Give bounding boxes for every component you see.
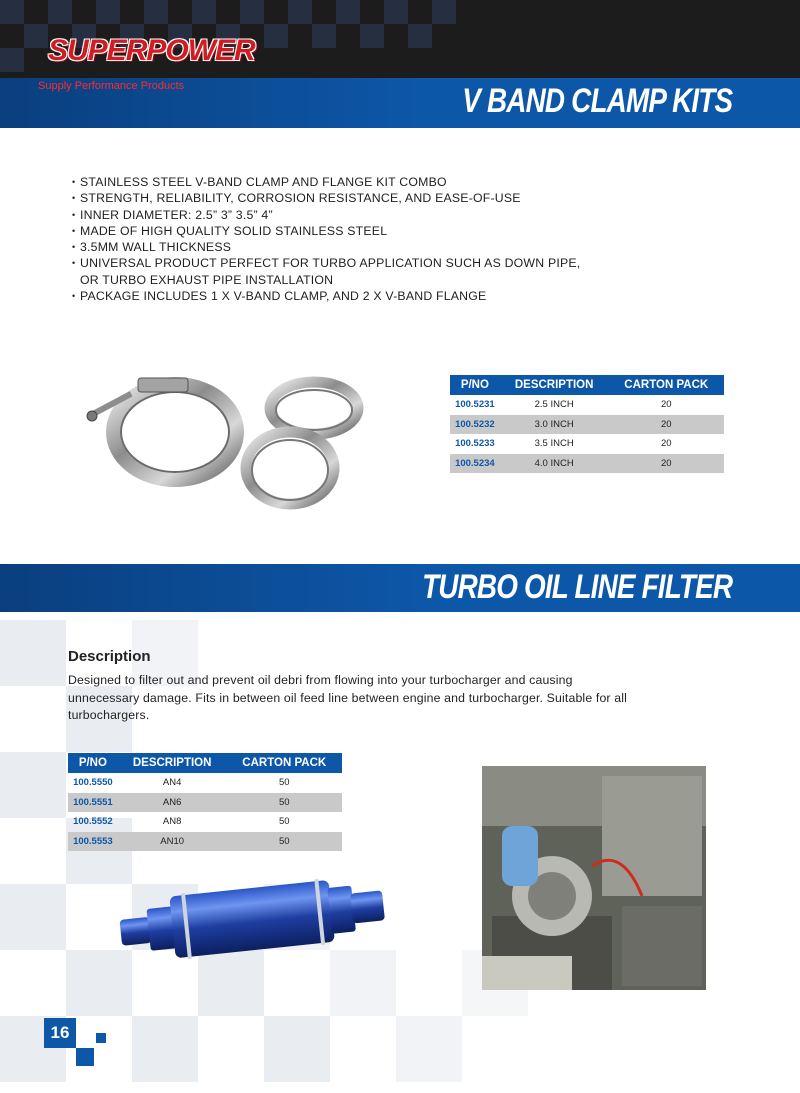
part-number: 100.5233: [455, 438, 495, 450]
filter-parts-table: [68, 753, 342, 851]
column-header: CARTON PACK: [227, 753, 342, 773]
feature-item: • MADE OF HIGH QUALITY SOLID STAINLESS STEEL: [72, 223, 692, 239]
part-number: 100.5551: [68, 793, 118, 813]
table-row: [450, 454, 724, 474]
brand-logo: [48, 34, 255, 78]
part-description: 3.5 INCH: [534, 438, 574, 450]
part-number: 100.5550: [73, 777, 113, 789]
part-number: 100.5552: [73, 816, 113, 828]
part-description: AN8: [162, 816, 182, 828]
feature-item-text: UNIVERSAL PRODUCT PERFECT FOR TURBO APPLICATION SUCH AS DOWN PIPE,: [80, 256, 581, 271]
checker-decoration: [0, 620, 66, 686]
feature-item: • 3.5MM WALL THICKNESS: [72, 239, 692, 255]
vband-clamp-image: [80, 360, 370, 510]
logo-text: SUPERPOWER: [48, 34, 255, 67]
feature-item: • PACKAGE INCLUDES 1 X V-BAND CLAMP, AND 2 X V-BAND FLANGE: [72, 288, 692, 304]
table-row: [68, 832, 342, 852]
carton-pack: 20: [660, 438, 672, 450]
checker-decoration: [0, 884, 66, 950]
page-number-decoration: [96, 1033, 106, 1043]
column-header: DESCRIPTION: [118, 753, 227, 773]
table-row: [68, 773, 342, 793]
carton-pack: 50: [278, 816, 290, 828]
section2-title: TURBO OIL LINE FILTER: [421, 568, 732, 606]
part-description: AN10: [118, 832, 227, 852]
part-description: AN6: [118, 793, 227, 813]
part-number: 100.5234: [450, 454, 500, 474]
table-row: [68, 812, 342, 832]
checker-decoration: [132, 1016, 198, 1082]
feature-item-continuation: OR TURBO EXHAUST PIPE INSTALLATION: [80, 272, 334, 287]
checker-decoration: [264, 1016, 330, 1082]
feature-list: [72, 174, 692, 304]
section1-title: V BAND CLAMP KITS: [461, 82, 732, 120]
table-row: [450, 415, 724, 435]
carton-pack: 50: [227, 793, 342, 813]
description-heading: Description: [68, 648, 151, 665]
checker-decoration: [0, 752, 66, 818]
column-header: CARTON PACK: [609, 375, 724, 395]
feature-item: [72, 255, 692, 288]
feature-item: • INNER DIAMETER: 2.5” 3” 3.5” 4”: [72, 207, 692, 223]
column-header: DESCRIPTION: [500, 375, 609, 395]
part-number: 100.5232: [450, 415, 500, 435]
brand-tagline: Supply Performance Products: [38, 80, 185, 92]
page-number: 16: [44, 1018, 76, 1048]
part-description: AN4: [162, 777, 182, 789]
table-row: [68, 793, 342, 813]
carton-pack: 50: [278, 777, 290, 789]
carton-pack: 50: [227, 832, 342, 852]
table-header-row: [450, 375, 724, 395]
carton-pack: 20: [660, 399, 672, 411]
oil-filter-image: [118, 868, 388, 968]
column-header: P/NO: [450, 375, 500, 395]
table-row: [450, 434, 724, 454]
engine-photo: [482, 766, 706, 990]
table-row: [450, 395, 724, 415]
page-number-decoration: [76, 1048, 94, 1066]
part-description: 3.0 INCH: [500, 415, 609, 435]
table-header-row: [68, 753, 342, 773]
feature-item: • STAINLESS STEEL V-BAND CLAMP AND FLANGE KIT COMBO: [72, 174, 692, 190]
feature-item: • STRENGTH, RELIABILITY, CORROSION RESISTANCE, AND EASE-OF-USE: [72, 190, 692, 206]
part-description: 2.5 INCH: [534, 399, 574, 411]
column-header: P/NO: [68, 753, 118, 773]
part-description: 4.0 INCH: [500, 454, 609, 474]
carton-pack: 20: [609, 454, 724, 474]
part-number: 100.5231: [455, 399, 495, 411]
part-number: 100.5553: [68, 832, 118, 852]
vband-parts-table: [450, 375, 724, 473]
checker-decoration: [396, 1016, 462, 1082]
description-text: Designed to filter out and prevent oil debri from flowing into your turbocharger and causing unnecessary damage. Fits in between oil feed line between engine and turbocharger. Suitable for all turbochargers.: [68, 673, 627, 722]
carton-pack: 20: [609, 415, 724, 435]
